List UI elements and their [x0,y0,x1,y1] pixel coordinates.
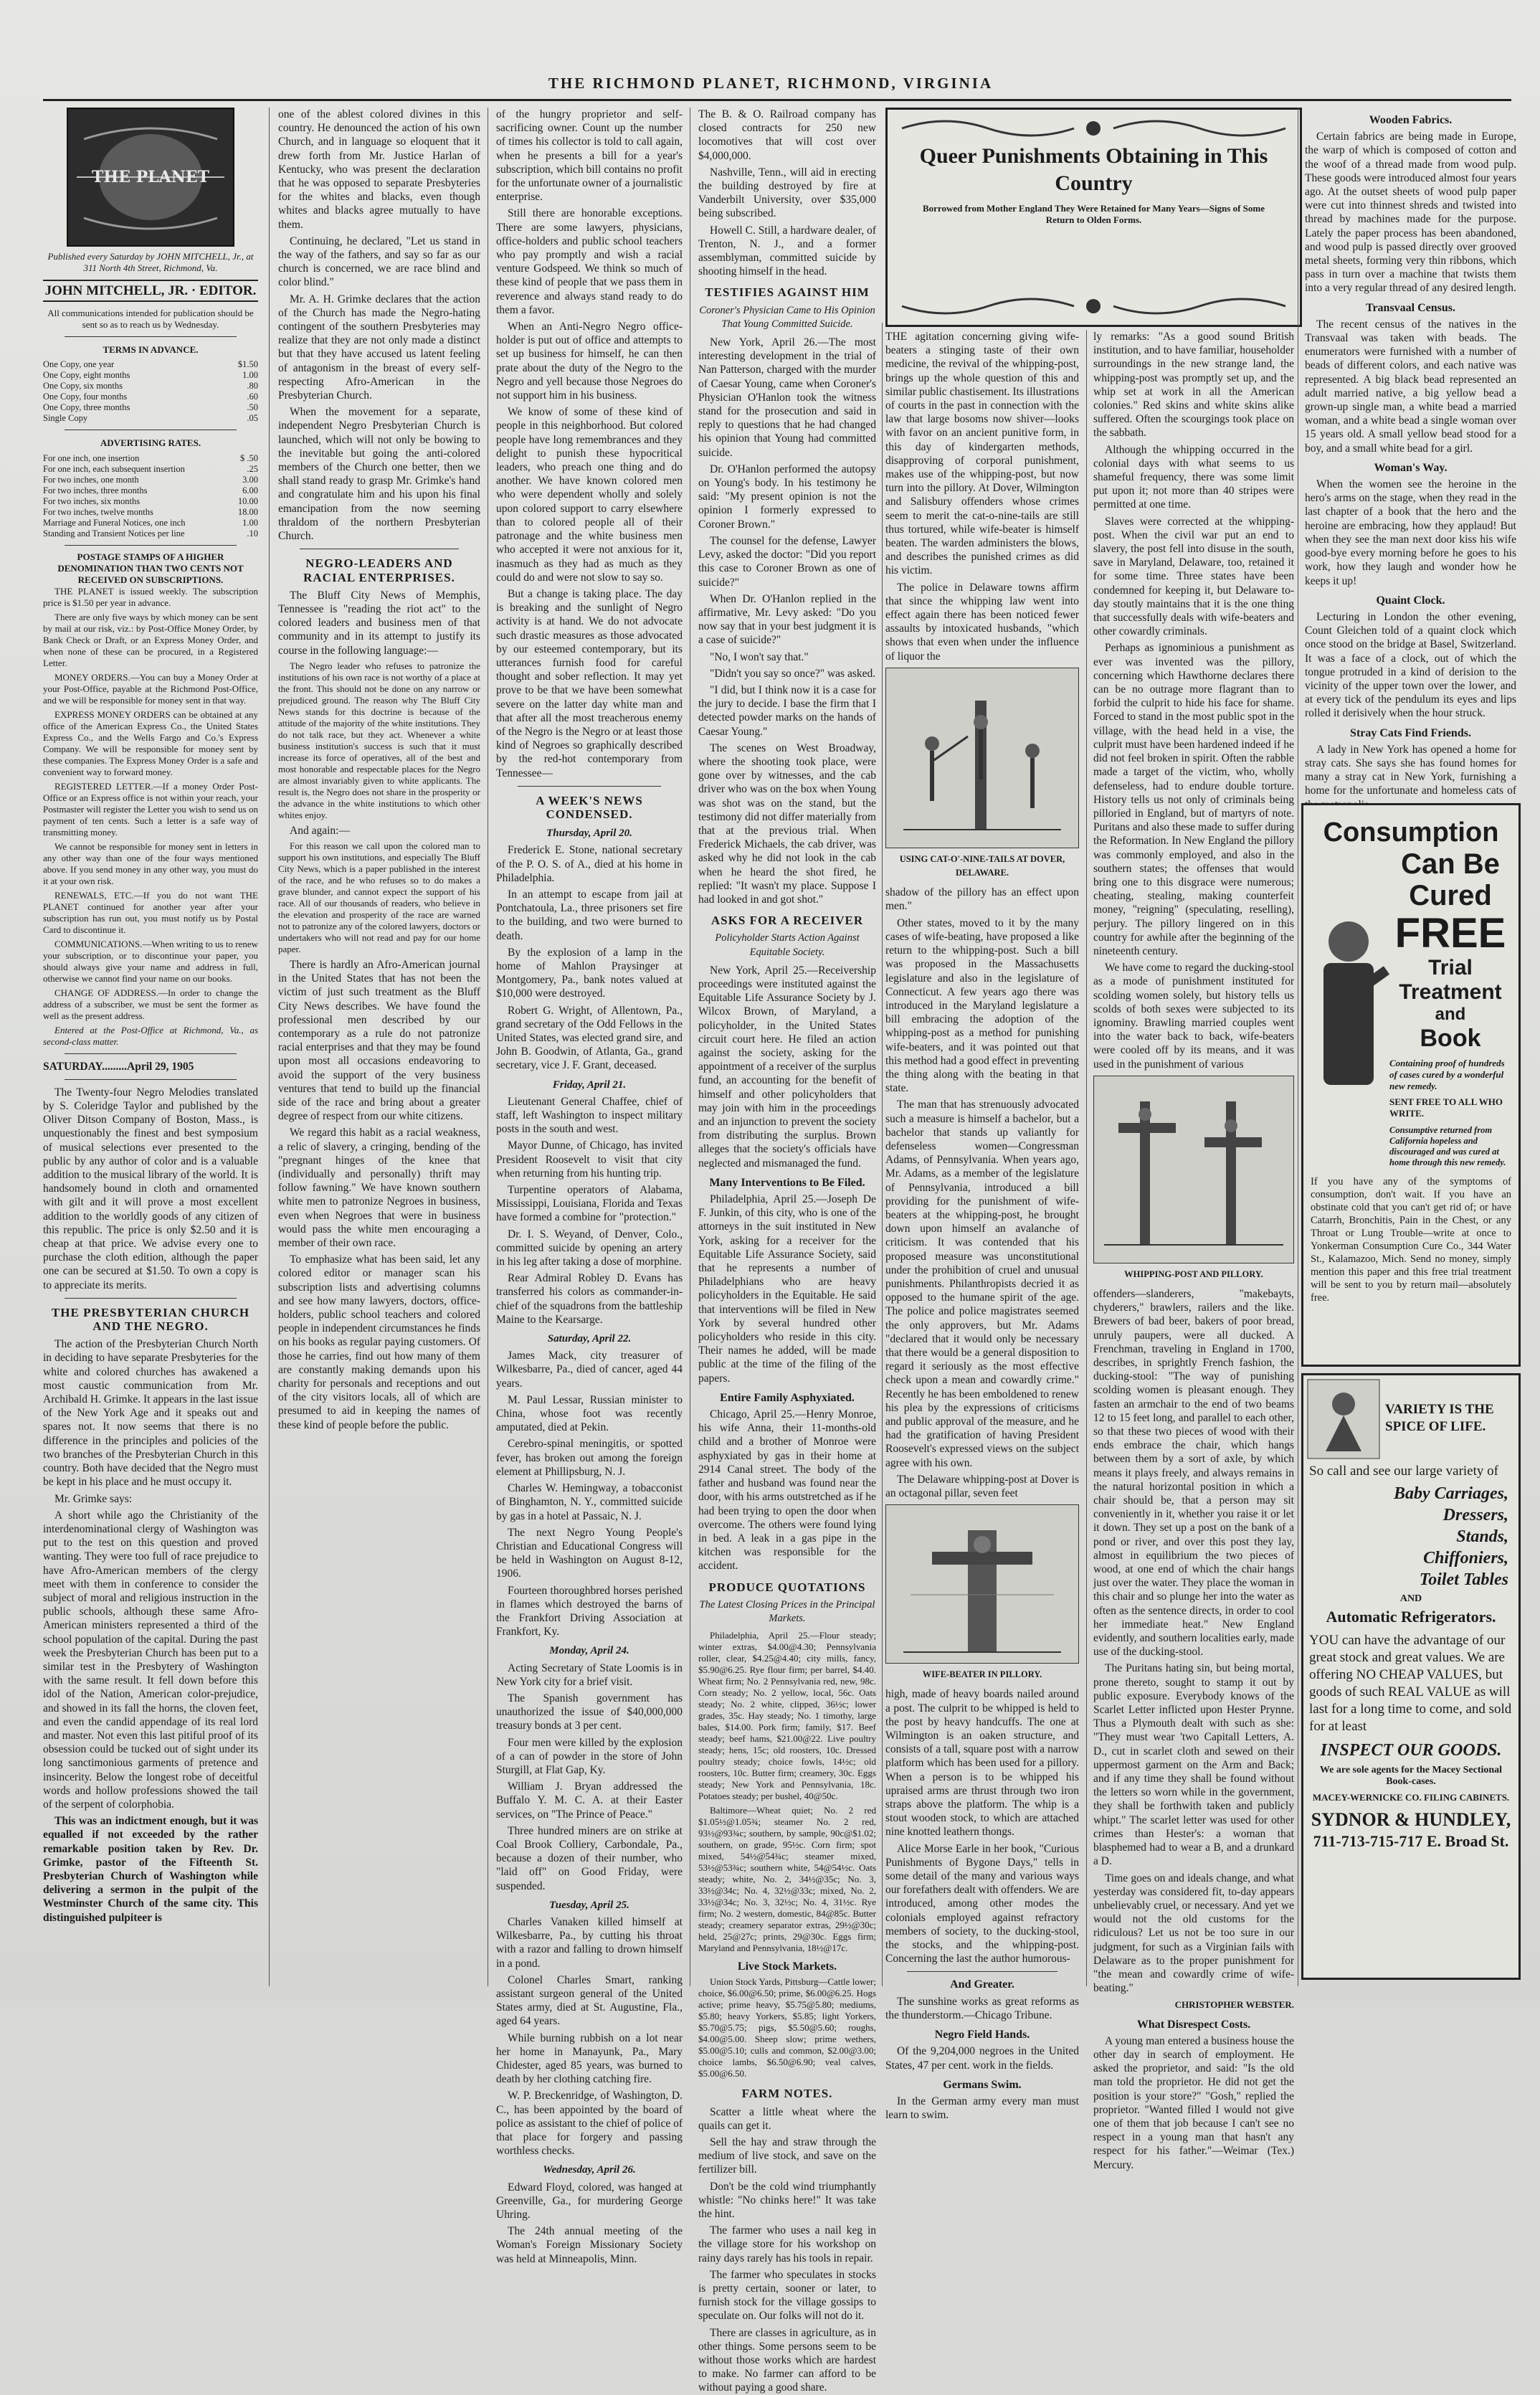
man-pointing-icon [1309,913,1388,1099]
ad-firm: SYDNOR & HUNDLEY, [1311,1809,1511,1830]
subhead: Transvaal Census. [1365,301,1456,314]
paragraph: Lecturing in London the other evening, Count Gleichen told of a quaint clock which once stood on the bridge at Basel, Switzerland. It was a face of a clock, out of which the tongue protruded in a kind of derision to the vicinity of the upper town over the lower, and at every tick of the pendulum its eyes and lips rolled it derisively when the hour struck. [1305,610,1516,720]
paragraph: The police in Delaware towns affirm that since the whipping law went into effect again there has been noticed fewer assaults by intoxicated husbands, "which shows that even when under the influence of liquor the [885,581,1079,663]
paragraph: Philadelphia, April 25.—Joseph De F. Junkin, of this city, who is one of the attorneys in the suit instituted in New York, asking for a receiver for the Equitable Life Assurance Society, said that he represents a number of Philadelphians who are heavy policyholders in the Equitable. He said that interventions will be filed in New York by several hundred other policyholders who reside in this city. Their names he added, will be made public at the time of the filing of the papers. [698,1193,876,1385]
rate-label: One Copy, six months [43,381,123,392]
ad-body: If you have any of the symptoms of consumption, don't wait. If you have an obstinate cold that you can't get rid of; or have Catarrh, Bronchitis, Pain in the Chest, or any Throat or Lung Trouble—write at once to Yonkerman Consumption Cure Co., 344 Water St., Kalamazoo, Mich. Send no money, simply mention this paper and this free trial treatment will be sent to you by return mail—absolutely free. [1311,1176,1511,1304]
rate-label: For two inches, twelve months [43,506,153,517]
ad-line: and [1435,1005,1466,1024]
headline: ASKS FOR A RECEIVER [710,914,864,928]
subhead: Wooden Fabrics. [1369,114,1453,126]
paragraph: Baltimore—Wheat quiet; No. 2 red $1.05½@1.05¾; steamer No. 2 red, 93½@93¾c; southern, by sample, 90c@$1.02; southern, on grade, 95½c. Corn firm; spot mixed, 54½@54¾c; steamer mixed, 53½@53¾c; southern white, 54@54½c. Oats steady; white, No. 2, 34½@35c; No. 3, 33½@34c; No. 4, 32½@33c; mixed, No. 2, 33½@34c; No. 3, 32½c; No. 4, 31½c. Rye firm; No. 2 western, domestic, 84@85c. Butter steady; creamery separator extras, 29½@30c; held, 25@27c; prints, 29@30c. Eggs firm; Maryland and Pennsylvania, 18½@17c. [698,1805,876,1954]
news-item: Rear Admiral Robley D. Evans has transferred his colors as commander-in-chief of the squadrons from the battleship Maine to the Kearsarge. [496,1272,683,1326]
ad-line: Treatment [1399,980,1502,1004]
ad-line: Cured [1409,880,1492,911]
rate-row [43,413,258,424]
divider [65,1053,237,1054]
ad-blurb: Containing proof of hundreds of cases cured by a wonderful new remedy. [1389,1058,1505,1091]
ad-address: 711-713-715-717 E. Broad St. [1313,1832,1509,1850]
subheadline: Policyholder Starts Action Against Equitable Society. [715,932,860,958]
rate-label: For one inch, each subsequent insertion [43,463,185,474]
editor-line: JOHN MITCHELL, JR. · EDITOR. [43,280,258,302]
paragraph: The Negro leader who refuses to patronize the institutions of his own race is not worthy of a place at the front. This should not be done on any narrow or prejudiced ground. The reason why The Bluff City News stands for this doctrine is because of the attitude of the majority of the white institutions. They do not talk race, but they act. Whenever a white business institution's success is such that it must increase its force of operatives, all of the best and most honorable and respectable places for the Negro are almost invariably given to white applicants. The result is, the Negro does not share in the prosperity or the advance in the white institutions to which other whites enjoy. [278,660,480,820]
terms-table [43,359,258,424]
ad-item: Toilet Tables [1419,1570,1508,1589]
adv-heading: ADVERTISING RATES. [100,437,201,449]
subhead: Quaint Clock. [1376,594,1445,607]
news-item: Frederick E. Stone, national secretary of the P. O. S. of A., died at his home in Philadelphia. [496,844,683,884]
paragraph: We have come to regard the ducking-stool as a mode of punishment instituted for scolding women solely, but history tells us scolds of both sexes were subjected to its ignominy. Brawling married couples went into the water back to back, wife-beaters were cooled off by its means, and it was used in the punishment of various [1093,962,1294,1071]
paragraph: Nashville, Tenn., will aid in erecting the building destroyed by fire at Vanderbilt University, over $35,000 being subscribed. [698,166,876,220]
paragraph: Still there are honorable exceptions. There are some lawyers, physicians, office-holders and public school teachers who pay promptly and wish a racial venture Godspeed. We think so much of these kind of people that we pass them in reverence and always stand ready to do them a favor. [496,207,683,316]
rate-row [43,528,258,539]
rate-label: Single Copy [43,413,88,424]
headline: NEGRO-LEADERS AND RACIAL ENTERPRISES. [303,556,455,584]
news-item: Charles W. Hemingway, a tobacconist of Binghamton, N. Y., committed suicide by gas in a hotel at Passaic, N. J. [496,1482,683,1522]
paragraph: REGISTERED LETTER.—If a money Order Post-Office or an Express office is not within your reach, your Postmaster will register the Letter you wish to send us on payment of ten cents. Such a letter is a safe way of transmitting money. [43,780,258,838]
paragraph: Certain fabrics are being made in Europe, the warp of which is composed of cotton and the woof of a thread made from wood pulp. These goods were introduced almost four years ago. At the outset sheets of wood pulp paper were cut into thinnest shreds and twisted into thread by machines made for the purpose. Lately the paper process has been abandoned, and wood pulp is passed directly over grooved metal sheets, forming very thin ribbons, which pass in turn over a machine that twists them into a very regular thread of any desired length. [1305,131,1516,295]
ad-item: Dressers, [1442,1506,1508,1524]
subhead: Negro Field Hands. [934,2029,1030,2041]
subhead: Entire Family Asphyxiated. [720,1391,855,1404]
paragraph: When Dr. O'Hanlon replied in the affirmative, Mr. Levy asked: "Do you now say that in your best judgment it is a case of suicide?" [698,592,876,647]
stamps-notice: POSTAGE STAMPS OF A HIGHER DENOMINATION THAN TWO CENTS NOT RECEIVED ON SUBSCRIPTIONS. [57,551,244,585]
paragraph: A young man entered a business house the other day in search of employment. He asked the proprietor, and said: "Is the old man told the proprietor. He did not get the position is your store?" "Gosh," replied the proprietor. "Wanted filled I would not give one of them that job because I can't see no respect in a young man that hasn't any respect for his father."—Weimar (Tex.) Mercury. [1093,2034,1294,2171]
paragraph: New York, April 26.—The most interesting development in the trial of Nan Patterson, charged with the murder of Caesar Young, came when Coroner's Physician O'Hanlon took the witness stand for the prosecution and said in reply to questions that he had changed his opinion that Young had committed suicide. [698,336,876,459]
paragraph: The man that has strenuously advocated such a measure is himself a bachelor, but a bachelor that stands up valiantly for defenseless women—Congressman Adams, of Pennsylvania. When years ago, Mr. Adams, as a member of the legislature of Pennsylvania, introduced a bill providing for the punishment of wife-beaters at the whipping-post, he brought down upon himself an avalanche of criticism. It was contended that his proposed measure was unconstitutional under the prohibition of cruel and unusual punishments. Philanthropists decried it as opposed to the humane spirit of the age. The police and police magistrates seemed the only approvers, but Mr. Adams "declared that it would only be necessary that there would be a general disposition to regard it seriously as the most effective check upon a mean and cowardly crime." Recently he has been emboldened to renew his plea by the expressions of criticisms and public approval of the measure, and he had the gratification of having President Roosevelt's expressed views on the subject agree with his own. [885,1099,1079,1469]
paragraph: Alice Morse Earle in her book, "Curious Punishments of Bygone Days," tells in some detail of the many and various ways our forefathers dealt with offenders. We are introduced, among other modes the colonials employed against refractory members of society, to the ducking-stool, the stocks, and the whipping-post. Concerning the last the author humorous- [885,1842,1079,1965]
rate-row [43,370,258,381]
paragraph: The Bluff City News of Memphis, Tennessee is "reading the riot act" to the colored leaders and business men of that community and in its attempt to justify its course in the following language:— [278,589,480,657]
rate-value: .10 [247,528,258,539]
paragraph: The counsel for the defense, Lawyer Levy, asked the doctor: "Did you report this case to Coroner Brown as one of suicide?" [698,534,876,589]
ad-line: Can Be [1401,848,1500,880]
news-item: Edward Floyd, colored, was hanged at Greenville, Ga., for murdering George Uhring. [496,2181,683,2221]
paragraph: And again:— [290,824,350,837]
column-2 [278,108,480,1986]
paragraph: Time goes on and ideals change, and what yesterday was considered fit, to-day appears unbelievably cruel, or necessary. And yet we would not the old customs for the ridiculous? Let us not be too sure in our judgment, for such as a Virginian fails with Delaware as to the proper punishment for "the mean and cowardly crime of wife-beating." [1093,1872,1294,1995]
entered-line: Entered at the Post-Office at Richmond, Va., as second-class matter. [43,1024,258,1047]
rate-row [43,496,258,507]
notice: All communications intended for publication should be sent so as to reach us by Wednesday. [47,308,254,331]
paragraph: Philadelphia, April 25.—Flour steady; winter extras, $4.00@4.30; Pennsylvania roller, clear, $4.25@4.40; city mills, fancy, $5.90@6.25. Rye flour firm; per barrel, $4.40. Wheat firm; No. 2 Pennsylvania red, new, 98c. Corn steady; No. 2 yellow, local, 56c. Oats steady; No. 2 white, clipped, 36½c; lower grades, 35c. Hay steady; No. 1 timothy, large bales, $14.00. Pork firm; family, $17. Beef steady; beef hams, $21.00@22. Live poultry steady; hens, 15c; old roosters, 10c. Dressed poultry steady; choice fowls, 14½c; old roosters, 10c. Butter firm; creamery, 30c. Eggs steady; New York and Pennsylvania, 18c. Potatoes steady; per bushel, 40@50c. [698,1630,876,1802]
ad-agents: We are sole agents for the Macey Sectional Book-cases. [1319,1765,1503,1787]
divider [907,1971,1057,1972]
paragraph: Slaves were corrected at the whipping-post. When the civil war put an end to slavery, the post fell into disuse in the south, save in Maryland, Delaware, too, retained it for some time. Three states have been condemned for keeping it, but Delaware to-day stoutly maintains that it is the one thing that successfully deals with wife-beaters and other cowardly criminals. [1093,515,1294,638]
signature: CHRISTOPHER WEBSTER. [1174,1999,1294,2011]
rate-value: .80 [247,381,258,392]
paragraph: "No, I won't say that." [710,650,809,663]
planet-logo [67,108,234,247]
top-rule [43,99,1511,101]
publisher-line: Published every Saturday by JOHN MITCHELL, Jr., at 311 North 4th Street, Richmond, Va. [47,251,254,273]
news-item: James Mack, city treasurer of Wilkesbarre, Pa., died of cancer, aged 44 years. [496,1350,683,1390]
column-7 [1305,108,1516,796]
rate-label: One Copy, eight months [43,370,130,381]
paragraph: offenders—slanderers, "makebayts, chyderers," brawlers, railers and the like. Brewers of bad beer, bakers of poor bread, unruly paupers, were all ducked. A Frenchman, traveling in England in 1700, describes, in sprightly French fashion, the ducking-stool: "The way of punishing scolding women is pleasant enough. They fasten an armchair to the end of two beams 12 to 15 feet long, and parallel to each other, so that these two pieces of wood with their ends embrace the chair, which hangs between them by a sort of axle, by which means it plays freely, and always remains in the natural horizontal position in which a chair should be, that a person may sit conveniently in it, whether you raise it or let it down. They set up a post on the bank of a pond or river, and over this post they lay, almost in equilibrium the two pieces of wood, at one end of which the chair hangs just over the water. They place the woman in this chair and so plunge her into the water as often as the sentence directs, in order to cool her immediate heat." New England evidently, and southern localities early, made use of the ducking-stool. [1093,1287,1294,1659]
date-heading: Monday, April 24. [549,1645,629,1657]
paragraph: In the German army every man must learn to swim. [885,2095,1079,2122]
column-rule [882,323,883,1986]
news-item: Acting Secretary of State Loomis is in New York city for a brief visit. [496,1661,683,1688]
news-item: Three hundred miners are on strike at Coal Brook Colliery, Carbondale, Pa., because a dozen of their number, who "laid off" on Good Friday, were suspended. [496,1824,683,1892]
paragraph: Union Stock Yards, Pittsburg—Cattle lower; choice, $6.00@6.50; prime, $6.00@6.25. Hogs active; prime heavy, $5.75@5.80; mediums, $5.80; heavy Yorkers, $5.85; light Yorkers, $5.70@5.75; pigs, $5.50@5.60; roughs, $4.00@5.00. Sheep slow; prime wethers, $5.00@5.10; culls and common, $2.00@3.00; choice lambs, $6.50@6.90; veal calves, $5.00@6.50. [698,1976,876,2079]
date-heading: Saturday, April 22. [547,1333,632,1345]
rate-value: 10.00 [237,495,258,506]
paragraph: shadow of the pillory has an effect upon men." [885,886,1079,913]
news-item: Colonel Charles Smart, ranking assistant surgeon general of the United States army, died at St. Augustine, Fla., aged 64 years. [496,1973,683,2028]
ad-and: AND [1399,1593,1422,1604]
column-rule [1086,330,1087,1986]
paragraph: THE agitation concerning giving wife-beaters a stinging taste of their own medicine, the revival of the whipping-post, brings up the whole question of this and similar public chastisement. Its illustrations of courts in the past in connection with the law that large bosoms now shiver—looks with favor on an ancient punitive form, in this day of kindergarten methods, disapproving of corporal punishment, makes use of the whipping-post, but now turn into the pillory. At Dover, Wilmington and Salisbury offenders whose crimes seem to merit the cat-o-nine-tails are still thus tortured, while wife-beater is himself beaten. The warden administers the blows, and describes the punished crimes as did his victim. [885,331,1079,577]
paragraph: Chicago, April 25.—Henry Monroe, his wife Anna, their 11-months-old child and a brother of Monroe were asphyxiated by gas in their home at 2914 Canal street. The body of the father and husband was found near the door, with his arms outstretched as if he had been trying to open the door when overcome. The others were found lying in bed. A leak in a gas pipe in the kitchen was responsible for the accident. [698,1408,876,1573]
news-item: Mayor Dunne, of Chicago, has invited President Roosevelt to visit that city when returning from his hunting trip. [496,1139,683,1180]
rate-label: One Copy, four months [43,392,128,402]
paragraph: There are only five ways by which money can be sent by mail at our risk, viz.: by Post-Office Money Order, by Bank Check or Draft, or an Express Money Order, and when none of these can be procured, in a Registered Letter. [43,611,258,668]
rate-row [43,381,258,392]
dateline: SATURDAY.........April 29, 1905 [43,1060,194,1073]
ad-items [1303,1483,1508,1590]
ad-line: Book [1420,1025,1481,1052]
paragraph: When an Anti-Negro Negro office-holder is put out of office and attempts to set up business for himself, he can then prate about the duty of the Negro to the Negro and yell because those Negroes do not support him in his business. [496,321,683,402]
rate-row [43,359,258,370]
news-item: Cerebro-spinal meningitis, or spotted fever, has broken out among the foreign element at Phillipsburg, N. J. [496,1438,683,1478]
paragraph: THE PLANET is issued weekly. The subscription price is $1.50 per year in advance. [43,585,258,608]
news-item: W. P. Breckenridge, of Washington, D. C., has been appointed by the board of police as assistant to the chief of police of that place for forgery and passing worthless checks. [496,2090,683,2158]
rate-row [43,475,258,485]
paragraph: Mr. Grimke says: [54,1492,133,1505]
rate-value: 1.00 [242,370,258,381]
paragraph: RENEWALS, ETC.—If you do not want THE PLANET continued for another year after your subscription has run out, you must notify us by Postal Card to discontinue it. [43,889,258,935]
paragraph: Although the whipping occurred in the colonial days with what seems to us shameful frequency, there was some limit put upon it; not more than 40 stripes were permitted at one time. [1093,443,1294,511]
paragraph: The action of the Presbyterian Church North in deciding to have separate Presbyteries for the white and colored churches has awakened a most caustic communication from Mr. Archibald H. Grimke. It appears in the last issue of the New York Age and it speaks out and spares not. It now seems that there is no difference in the principles and policies of the two branches of the Presbyterian Church in this country. Both have decided that the Negro must be kept in his place and he must occupy it. [43,1338,258,1489]
headline: PRODUCE QUOTATIONS [708,1580,866,1594]
ad-item: Stands, [1456,1527,1508,1546]
news-item: By the explosion of a lamp in the home of Mahlon Praysinger at Montgomery, Pa., bank notes valued at $10,000 were destroyed. [496,946,683,1000]
ad-text: YOU can have the advantage of our great stock and great values. We are offering NO CHEAP VALUES, but goods of such REAL VALUE as will last for a long time to come, and sold for at least [1309,1633,1512,1734]
news-item: Charles Vanaken killed himself at Wilkesbarre, Pa., by cutting his throat with a razor and falling to drown himself in a pond. [496,1915,683,1970]
headline: TESTIFIES AGAINST HIM [705,285,870,300]
feature-title: Queer Punishments Obtaining in This Country [919,144,1268,195]
divider [65,1079,237,1080]
child-illustration-icon [1308,1380,1379,1459]
paragraph: For this reason we call upon the colored man to support his own institutions, and especially The Bluff City News, which is a paper published in the interest of the race, and he who refuses so to do makes a grave blunder, and cannot expect the support of his race. All of our thousands of readers, who believe in the elevation and prosperity of the race are warned not to patronize any of the colored lawyers, doctors or undertakers who will not read and pay for our home paper. [278,840,480,954]
paragraph: The Puritans hating sin, but being mortal, prone thereto, sought to stamp it out by public exposure. Everybody knows of the Scarlet Letter inflicted upon Hester Prynne. Thus a Plymouth dealt with such as she: "They must wear 'two Capitall Letters, A. D., cut in scarlet cloth and sewed on their uppermost garment on the Arm and Back; and if any time they shall be found without the letters so worn while in the government, they shall be forthwith taken and publicly whipt." The scarlet letter was used for other crimes than Hester's: a woman that blasphemed had to wear a B, and a drunkard a D. [1093,1662,1294,1868]
paragraph: "I did, but I think now it is a case for the jury to decide. I base the firm that I detected powder marks on the hands of Caesar Young." [698,683,876,738]
column-3 [496,108,683,2265]
paragraph: A lady in New York has opened a home for stray cats. She says she has found homes for many a stray cat in New York, furnishing a home for the unfortunate and homeless cats of [1305,743,1516,797]
ad-item: Chiffoniers, [1423,1549,1508,1568]
whipping-scene-icon [889,672,1075,844]
paragraph: The recent census of the natives in the Transvaal was taken with beads. The enumerators were furnished with a number of beads of different colors, and each native was represented. A big black bead represented an adult married native, a big yellow bead a grown-up single man, a white bead a married woman, and a white bead a single woman over 15 years old. A small yellow bead stood for a boy, and a small white bead for a girl. [1305,318,1516,455]
divider [65,545,237,546]
headline: THE PRESBYTERIAN CHURCH AND THE NEGRO. [51,1305,250,1334]
paragraph: To emphasize what has been said, let any colored editor or manager scan his subscription lists and advertising columns and see how many lawyers, doctors, office-holders, public school teachers and colored people in independent circumstances he finds on his books as regular paying customers. Of those he carries, find out how many of them are constantly making demands upon his charity for personals and receptions and out of the city visitors locals, all of which are presumed to aid in keeping the names of these kind of people before the public. [278,1253,480,1431]
news-item: The 24th annual meeting of the Woman's Foreign Missionary Society was held at Minneapolis, Minn. [496,2225,683,2265]
date-heading: Thursday, April 20. [546,827,632,840]
headline: FARM NOTES. [741,2087,833,2101]
rate-label: Standing and Transient Notices per line [43,528,185,539]
news-item: Fourteen thoroughbred horses perished in flames which destroyed the barns of the Frankfort Driving Association at Frankfort, Ky. [496,1584,683,1638]
paragraph: Mr. A. H. Grimke declares that the action of the Church has made the Negro-hating contingent of the southern Presbyteries may realize that they are not only made a distinct but that they have accused us latent feeling of antagonism in the breast of every self-respecting Afro-American in the Presbyterian Church. [278,293,480,402]
paragraph: We know of some of these kind of people in this neighborhood. But colored people have long remembrances and they delight to punish these hypocritical leaders, who preach one thing and do another. We have known colored men who were dependent wholly and solely upon colored support to carry elsewhere than to colored people all of their patronage and the white business men who accepted it were not anxious for it, inasmuch as they had as much as they could do and were not slow to say so. [496,406,683,584]
rate-value: .05 [247,413,258,424]
illustration-whipping-post [1093,1076,1294,1263]
paragraph: There is hardly an Afro-American journal in the United States that has not been the victim of just such treatment as the Bluff City News describes. We have found the professional men described by our contemporary as a rule do not patronize racial enterprises and that they may be found upon most all occasions endeavoring to avoid the support of the very business ventures that tend to build up the financial side of the race and bring about a greater degree of respect from our white citizens. [278,958,480,1123]
paragraph: COMMUNICATIONS.—When writing to us to renew your subscription, or to discontinue your paper, you should always give your name and address in full, otherwise we cannot find your name on our books. [43,938,258,984]
masthead: THE RICHMOND PLANET, RICHMOND, VIRGINIA [548,75,994,92]
caption: WIFE-BEATER IN PILLORY. [922,1669,1042,1680]
news-item: The next Negro Young People's Christian and Educational Congress will be held in Washington on August 8-12, 1906. [496,1526,683,1580]
paragraph: Continuing, he declared, "Let us stand in the way of the fathers, and say so far as our church is concerned, we are race blind and color blind." [278,234,480,289]
ad-inspect: INSPECT OUR GOODS. [1320,1741,1502,1760]
ad-send: SENT FREE TO ALL WHO WRITE. [1389,1096,1503,1119]
subhead: Many Interventions to Be Filed. [709,1176,865,1189]
rate-value: .25 [247,463,258,474]
rate-row [43,518,258,528]
feature-subtitle: Borrowed from Mother England They Were Retained for Many Years—Signs of Some Return to Olden Forms. [922,203,1265,225]
paragraph: Don't be the cold wind triumphantly whistle: "No chinks here!" It was take the hint. [698,2180,876,2220]
ornament-icon [888,114,1300,143]
ornament-icon [888,292,1300,321]
ad-refrig: Automatic Refrigerators. [1326,1608,1496,1626]
paragraph: Of the 9,204,000 negroes in the United States, 47 per cent. work in the fields. [885,2045,1079,2072]
subhead: Live Stock Markets. [737,1960,837,1973]
paragraph: CHANGE OF ADDRESS.—In order to change the address of a subscriber, we must be sent the former as well as the present address. [43,987,258,1021]
terms-heading: TERMS IN ADVANCE. [103,344,199,356]
paragraph: one of the ablest colored divines in this country. He denounced the action of his own Church, and in language so eloquent that it drew forth from Mr. Justice Harlan of Kentucky, who was present the declaration that he was opposed to separate Presbyteries for the whites and blacks, even though whites and blacks agree mutually to have them. [278,108,480,231]
rate-label: One Copy, one year [43,359,115,370]
paragraph: The farmer who speculates in stocks is pretty certain, sooner or later, to furnish stock for the village gossips to speculate on. Our folks will not do it. [698,2268,876,2323]
paragraph: New York, April 25.—Receivership proceedings were instituted against the Equitable Life Assurance Society by J. Wilcox Brown, of Maryland, a policyholder, in the United States circuit court here. He filed an action against the society, asking for the appointment of a receiver of the surplus fund, an accounting for the benefit of himself and other policyholders that may join with him in the proceedings and an injunction to prevent the society from distributing the surplus. Brown alleges that the society's officials have neglected and mismanaged the fund. [698,964,876,1170]
paragraph: But a change is taking place. The day is breaking and the sunlight of Negro activity is at hand. We do not advocate such drastic measures as those advocated by our esteemed contemporary, but its utterances furnish food for careful thought and sober reflection. It may yet prove to be that we have been somewhat severe on the latter day white man and that after all the most treacherous enemy of the Negro is the Negro or at least those kind of Negroes so graphically described by the red-hot contemporary from Tennessee— [496,587,683,779]
consumption-ad [1301,803,1521,1367]
ad-free: FREE [1394,910,1506,957]
paragraph: When the women see the heroine in the hero's arms on the stage, when they read in the last chapter of a book that the hero and the heroine are embracing, how they applaud! But when they see the man next door kiss his wife good-bye every morning before he goes to his work, how they laugh and wonder how he keeps it up! [1305,478,1516,587]
paragraph: A short while ago the Christianity of the interdenominational clergy of Washington was put to the test on this question and proved wanting. They were too full of race prejudice to have Afro-American members of the clergy meet with them in conference to consider the subject of moral and religious instruction in the public schools, although these same Afro-American ministers represented a third of the school population of the capital. During the past week the Presbyterian Church has been put to a similar test in the Presbytery of Washington with the same result. It fell down before this idol of the Nation, American color-prejudice, and showed in its fall the horns, the cloven feet, and even the candid appendage of its real lord and master. Not even this last pitiful proof of its obsession could be tucked out of sight under its long sanctimonious garments of pretence and insincerity. Below the longest robe of deceitful words and hollow professions showed the tail of the serpent of colorphobia. [43,1509,258,1811]
paragraph: The Twenty-four Negro Melodies translated by S. Coleridge Taylor and published by the Oliver Ditson Company of Boston, Mass., is unquestionably the finest and best symposium of musical selections ever presented to the public by any author of color and is a valuable addition to the musical library of the world. It is handsomely bound in cloth and ornamented with gilt and it will prove a most excellent addition to the worldly goods of any citizen of this republic. The price is only $2.50 and it is cheap at that price. We advise every one to purchase the cloth edition, although the paper one can be secured at $1.50. To own a copy is to appreciate its merits. [43,1086,258,1291]
news-item: Dr. I. S. Weyand, of Denver, Colo., committed suicide by opening an artery in his leg after taking a dose of morphine. [496,1228,683,1268]
date-heading: Friday, April 21. [552,1078,627,1091]
rate-label: For one inch, one insertion [43,452,140,463]
rate-label: For two inches, one month [43,474,139,485]
paragraph: Howell C. Still, a hardware dealer, of Trenton, N. J., and a former assemblyman, committed suicide by shooting himself in the head. [698,224,876,278]
paragraph: Sell the hay and straw through the medium of live stock, and save on the fertilizer bill. [698,2135,876,2176]
paragraph: EXPRESS MONEY ORDERS can be obtained at any office of the American Express Co., the United States Express Co., and the Wells Fargo and Co.'s Express Company. We will be responsible for money sent by these companies. The Express Money Order is a safe and convenient way to forward money. [43,708,258,777]
rate-row [43,402,258,413]
ad-line: Consumption [1323,817,1499,848]
rate-label: For two inches, three months [43,485,148,495]
ad-macey: MACEY-WERNICKE CO. FILING CABINETS. [1312,1792,1510,1803]
news-item: The Spanish government has unauthorized the issue of $40,000,000 treasury bonds at 3 per cent. [496,1692,683,1732]
paragraph: This was an indictment enough, but it was equalled if not exceeded by the rather remarkable position taken by Rev. Dr. Grimke, pastor of the Fifteenth St. Presbyterian Church of Washington while delivering a sermon in the pulpit of the Westminster Church of the same city. This distinguished pulpiteer is [43,1815,258,1924]
ad-caption: Consumptive returned from California hopeless and discouraged and was cured at home through this new remedy. [1389,1125,1506,1167]
paragraph: When the movement for a separate, independent Negro Presbyterian Church is launched, which will not only be bowing to the inevitable but going the anti-colored members of the Church one better, then we shall stand ready to grasp Mr. Grimke's hand and congratulate him and his upon his final emancipation from the now seeming thraldom of the northern Presbyterian Church. [278,406,480,543]
paragraph: MONEY ORDERS.—You can buy a Money Order at your Post-Office, payable at the Richmond Post-Office, and we will be responsible for money sent in that way. [43,671,258,706]
feature-header-box [885,108,1302,327]
adv-table [43,453,258,539]
rate-row [43,392,258,402]
paragraph: The sunshine works as great reforms as the thunderstorm.—Chicago Tribune. [885,1995,1079,2021]
column-4 [698,108,876,2394]
rate-value: 1.00 [242,517,258,528]
rate-value: .50 [247,402,258,413]
paragraph: of the hungry proprietor and self-sacrificing owner. Count up the number of times his collector is told to call again, when he presents a bill for a year's subscription, which bill contains no profit for the unfortunate owner of a journalistic enterprise. [496,108,683,204]
pillory-scene-icon [889,1509,1075,1659]
paragraph: The Delaware whipping-post at Dover is an octagonal pillar, seven feet [885,1473,1079,1500]
caption: WHIPPING-POST AND PILLORY. [1124,1268,1263,1279]
paragraph: We regard this habit as a racial weakness, a relic of slavery, a cringing, bending of the "pregnant hinges of the knee that (individually and personally) thrift may follow fawning." We have known southern white men to patronize Negroes in business, even when Negroes that were in business would pass the white men encouraging a member of their own race. [278,1127,480,1249]
rate-row [43,507,258,518]
ad-variety: VARIETY IS THE SPICE OF LIFE. [1385,1402,1494,1434]
logo-text: THE PLANET [92,168,209,186]
date-heading: Wednesday, April 26. [543,2164,636,2176]
subheadline: The Latest Closing Prices in the Principal Markets. [699,1598,875,1624]
news-item: Four men were killed by the explosion of a can of powder in the store of John Sturgill, at Flat Gap, Ky. [496,1736,683,1776]
column-5 [885,330,1079,2122]
rate-value: .60 [247,392,258,402]
paragraph: There are classes in agriculture, as in other things. Some persons seem to be without those works which are hardest to make. No farmer can afford to be without paying a good share. [698,2326,876,2394]
subhead: Germans Swim. [943,2078,1022,2091]
paragraph: We cannot be responsible for money sent in letters in any other way than one of the four ways mentioned above. If you send money in any other way, you must do it at your own risk. [43,840,258,886]
news-item: M. Paul Lessar, Russian minister to China, whose foot was recently amputated, died at Pekin. [496,1393,683,1434]
illustration-pillory [885,1504,1079,1664]
paragraph: high, made of heavy boards nailed around a post. The culprit to be whipped is held to the post by heavy handcuffs. The one at Wilmington is an oaken structure, and consists of a tall, square post with a narrow platform which has been used for a pillory. When a person is to be whipped his upraised arms are thrust through two iron straps above the platform. The whip is a stout wooden stock, to which are attached nine knotted leathern thongs. [885,1688,1079,1839]
paragraph: The B. & O. Railroad company has closed contracts for 250 new locomotives that will cost over $4,000,000. [698,108,876,162]
paragraph: Dr. O'Hanlon performed the autopsy on Young's body. In his testimony he said: "My present opinion is not the opinion I formerly expressed to Coroner Brown." [698,463,876,531]
ad-item: Baby Carriages, [1393,1484,1508,1503]
rate-value: $1.50 [237,359,258,370]
headline: A WEEK'S NEWS CONDENSED. [536,793,643,821]
news-item: Turpentine operators of Alabama, Mississippi, Louisiana, Florida and Texas have formed a combine for "protection." [496,1184,683,1224]
column-1 [43,108,258,1986]
rate-label: For two inches, six months [43,495,141,506]
furniture-ad [1301,1373,1521,1980]
rate-value: 18.00 [237,506,258,517]
paragraph: "Didn't you say so once?" was asked. [710,667,876,680]
news-item: In an attempt to escape from jail at Pontchatoula, La., three prisoners set fire to the building, and two were burned to death. [496,888,683,942]
rate-row [43,453,258,464]
rate-value: $ .50 [240,452,258,463]
subhead: And Greater. [950,1978,1014,1991]
divider [65,1298,237,1299]
subheadline: Coroner's Physician Came to His Opinion That Young Committed Suicide. [699,304,875,330]
paragraph: The scenes on West Broadway, where the shooting took place, were gone over by witnesses, and the cab driver who was on the box when Young was shot was on the stand, but the testimony did not differ materially from that at the previous trial. When Frederick Michaels, the cab driver, was asked why he did not look in the cab when he heard the shot fired, he replied: "It wasn't my place. Suppose I had looked in and got shot." [698,741,876,906]
news-item: While burning rubbish on a lot near her home in Manayunk, Pa., Mary Chidester, aged 85 years, was burned to death by her clothing catching fire. [496,2031,683,2086]
subhead: What Disrespect Costs. [1136,2018,1251,2031]
rate-row [43,464,258,475]
column-rule [269,108,270,1986]
ad-text: So call and see our large variety of [1309,1464,1498,1479]
illustration-whipping [885,668,1079,848]
ad-line: Trial [1428,956,1473,980]
planet-logo-icon [70,110,232,244]
news-item: William J. Bryan addressed the Buffalo Y. M. C. A. at their Easter services, on "The Prince of Peace." [496,1780,683,1821]
subhead: Stray Cats Find Friends. [1350,726,1471,739]
rate-label: One Copy, three months [43,402,130,413]
paragraph: The farmer who uses a nail keg in the village store for his workshop on rainy days rarely has his tools in repair. [698,2224,876,2264]
whipping-post-icon [1097,1080,1291,1259]
rate-label: Marriage and Funeral Notices, one inch [43,517,186,528]
paragraph: Scatter a little wheat where the quails can get it. [698,2105,876,2132]
subhead: Woman's Way. [1374,461,1448,474]
rate-value: 6.00 [242,485,258,495]
paragraph: Perhaps as ignominious a punishment as ever was invented was the pillory, concerning which Hawthorne declares there can be no outrage more flagrant than to forbid the culprit to hide his face for shame. Forced to stand in the most public spot in the village, with the head held in a vise, the culprit must have been hardened indeed if he did not feel broken in spirit. Often the rabble made a target of the victim, who, wholly defenseless, had to endure double torture. History tells us not only of criminals being pilloried in England, but of martyrs of note. Puritans and also these made to suffer during the Reformation. In New England the pillory was commonly employed, and also in the southern states; the offenses that would bring one to this disgrace were numerous; cheating, stealing, making counterfeit money, "reigning" (speculating, reselling), perjury. The pillory lingered on in this country for awhile after the beginning of the nineteenth century. [1093,642,1294,957]
news-item: Lieutenant General Chaffee, chief of staff, left Washington to inspect military posts in the south and west. [496,1095,683,1136]
divider [65,336,237,337]
rate-value: 3.00 [242,474,258,485]
caption: USING CAT-O'-NINE-TAILS AT DOVER, DELAWARE. [899,853,1065,878]
divider [518,786,661,787]
rate-row [43,485,258,496]
date-heading: Tuesday, April 25. [549,1899,629,1911]
paragraph: ly remarks: "As a good sound British institution, and to have familiar, householder surroundings in the new strange land, the whipping-post was promptly set up, and the whip set at work in all the American colonies." Red skins and white skins alike suffered. Often the scourgings took place on the sabbath. [1093,331,1294,440]
news-item: Robert G. Wright, of Allentown, Pa., grand secretary of the Odd Fellows in the United States, was elected grand sire, and John B. Goodwin, of Atlanta, Ga., grand secretary, vice J. F. Grant, deceased. [496,1004,683,1072]
column-6 [1093,330,1294,2171]
paragraph: Other states, moved to it by the many cases of wife-beating, have proposed a like return to the whipping-post. Such a bill was proposed in the Massachusetts legislature and also in the legislature of Connecticut. A few years ago there was introduced in the Maryland legislature a bill embracing the adoption of the whipping-post as a method for punishing wife-beaters, and it was pointed out that this method had a good effect in preventing the thing along with the beating in that state. [885,916,1079,1095]
